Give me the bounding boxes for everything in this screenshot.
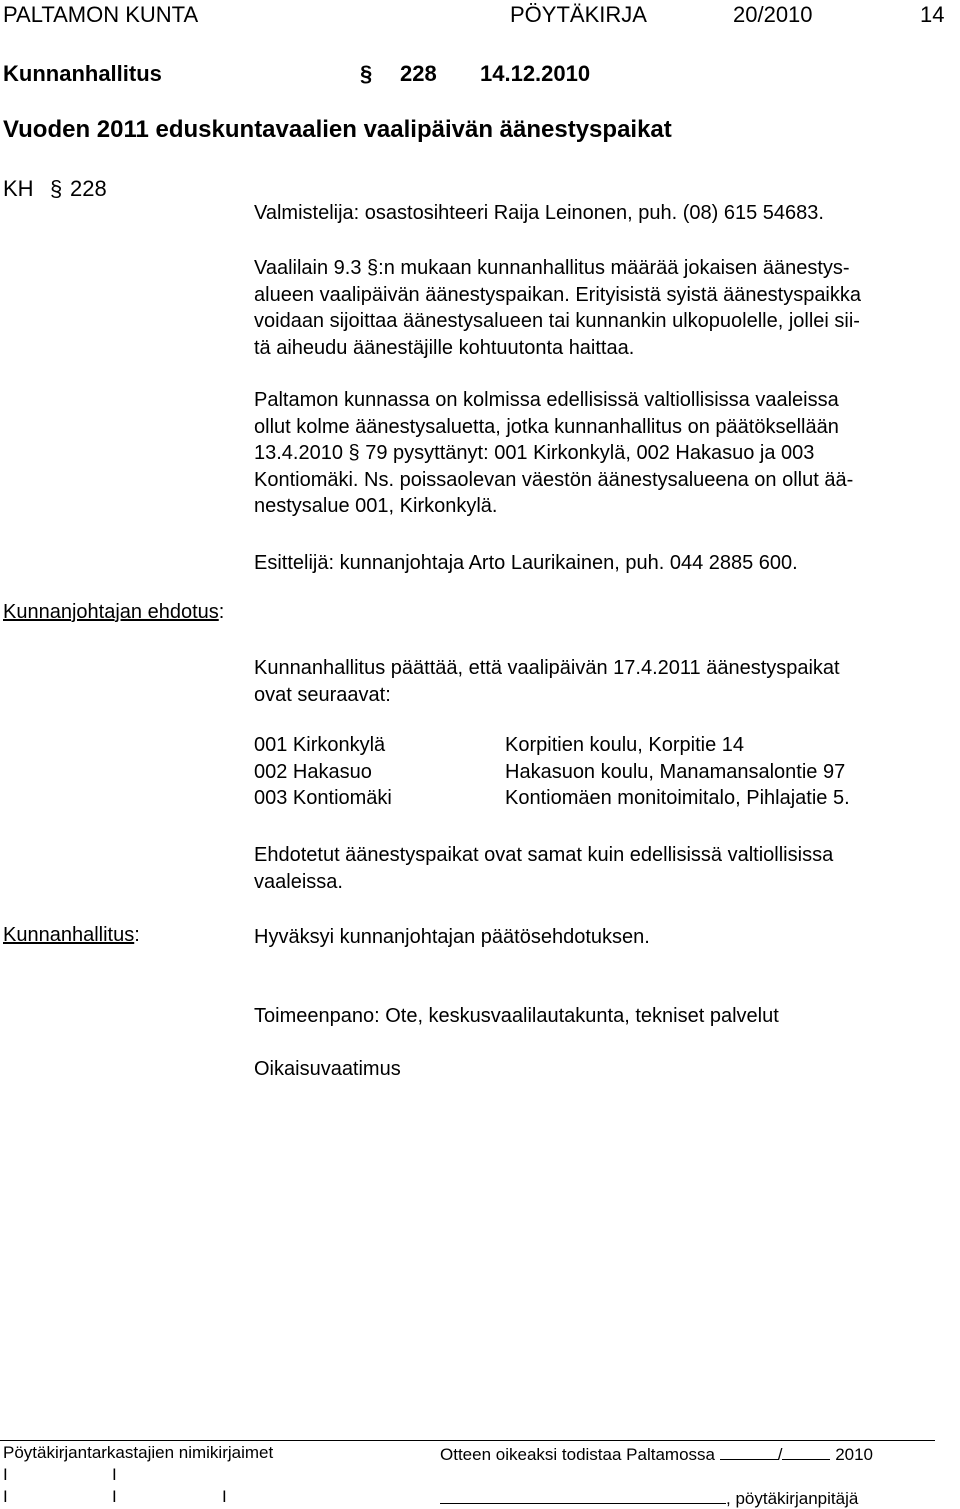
- initials-separator: I: [112, 1487, 117, 1506]
- area-cell: 003 Kontiomäki: [254, 787, 392, 809]
- proposal-line: Kunnanhallitus päättää, että vaalipäivän 17.4.2011 äänestyspaikat: [254, 657, 840, 679]
- para1-line: voidaan sijoittaa äänestysalueen tai kunnankin ulkopuolelle, jollei sii-: [254, 310, 860, 332]
- table-row: [254, 761, 850, 788]
- proposal-paragraph: [254, 655, 954, 708]
- para1-line1-pre: Vaalilain 9.3: [254, 257, 362, 279]
- meeting-body: Kunnanhallitus: [3, 61, 162, 86]
- polling-places-table: [254, 734, 850, 814]
- table-row: [254, 734, 850, 761]
- para2-line: nestysalue 001, Kirkonkylä.: [254, 495, 498, 517]
- para2-line: ollut kolme äänestysaluetta, jotka kunnanhallitus on päätöksellään: [254, 415, 839, 438]
- meeting-date: 14.12.2010: [480, 61, 591, 86]
- appeal-heading: Oikaisuvaatimus: [254, 1058, 401, 1080]
- execution-line: Toimeenpano: Ote, keskusvaalilautakunta, tekniset palvelut: [254, 1005, 779, 1027]
- place-cell: Kontiomäen monitoimitalo, Pihlajatie 5.: [505, 787, 850, 809]
- proposal-line: ovat seuraavat:: [254, 683, 391, 706]
- para2-line3-post: 79 pysyttänyt: 001 Kirkonkylä, 002 Hakasuo ja 003: [365, 442, 815, 464]
- place-cell: Korpitien koulu, Korpitie 14: [505, 734, 745, 756]
- note-line: vaaleissa.: [254, 870, 343, 893]
- para2-line: Paltamon kunnassa on kolmissa edellisissä valtiollisissa vaaleissa: [254, 389, 839, 411]
- area-cell: 002 Hakasuo: [254, 760, 372, 783]
- note-paragraph: [254, 842, 954, 895]
- proposal-label: Kunnanjohtajan ehdotus:: [3, 601, 225, 623]
- legal-basis-paragraph: [254, 255, 954, 361]
- para1-line: tä aiheudu äänestäjille kohtuutonta haittaa.: [254, 336, 635, 359]
- initials-separator: I: [3, 1465, 8, 1484]
- footer-divider: [0, 1440, 935, 1441]
- document-title: Vuoden 2011 eduskuntavaalien vaalipäivän äänestyspaikat: [3, 116, 672, 143]
- initials-separator: I: [3, 1487, 8, 1506]
- section-number: 228: [400, 61, 437, 86]
- initials-separator: I: [112, 1465, 117, 1484]
- municipality-name: PALTAMON KUNTA: [3, 2, 199, 27]
- kh-label: KH: [3, 176, 34, 201]
- document-type: PÖYTÄKIRJA: [510, 2, 647, 27]
- place-cell: Hakasuon koulu, Manamansalontie 97: [505, 760, 846, 783]
- footer-certification: Otteen oikeaksi todistaa Paltamossa / 2010: [440, 1445, 874, 1464]
- para2-line3-pre: 13.4.2010: [254, 442, 343, 464]
- footer-initials-label: Pöytäkirjantarkastajien nimikirjaimet: [3, 1443, 274, 1462]
- decision-text: Hyväksyi kunnanjohtajan päätösehdotuksen.: [254, 926, 650, 948]
- initials-separator: I: [222, 1487, 227, 1506]
- table-row: [254, 787, 850, 814]
- area-cell: 001 Kirkonkylä: [254, 734, 386, 756]
- section-sign-icon: §: [348, 442, 360, 464]
- para1-line: alueen vaalipäivän äänestyspaikan. Erityisistä syistä äänestyspaikka: [254, 283, 862, 306]
- page-number: 14: [920, 2, 945, 27]
- note-line: Ehdotetut äänestyspaikat ovat samat kuin edellisissä valtiollisissa: [254, 844, 834, 866]
- document-number: 20/2010: [733, 2, 813, 27]
- kh-number: 228: [70, 176, 107, 201]
- preparer-line: Valmistelija: osastosihteeri Raija Leinonen, puh. (08) 615 54683.: [254, 202, 824, 224]
- presenter-line: Esittelijä: kunnanjohtaja Arto Laurikainen, puh. 044 2885 600.: [254, 552, 798, 574]
- section-sign-icon: §: [367, 257, 379, 279]
- section-sign-icon: §: [50, 176, 63, 201]
- section-sign-icon: §: [360, 61, 373, 86]
- decision-label: Kunnanhallitus:: [3, 924, 140, 946]
- signature-line: , pöytäkirjanpitäjä: [440, 1487, 858, 1509]
- para2-line: Kontiomäki. Ns. poissaolevan väestön äänestysalueena on ollut ää-: [254, 468, 854, 491]
- para1-line1-post: :n mukaan kunnanhallitus määrää jokaisen äänestys-: [378, 257, 850, 279]
- background-paragraph: [254, 387, 954, 520]
